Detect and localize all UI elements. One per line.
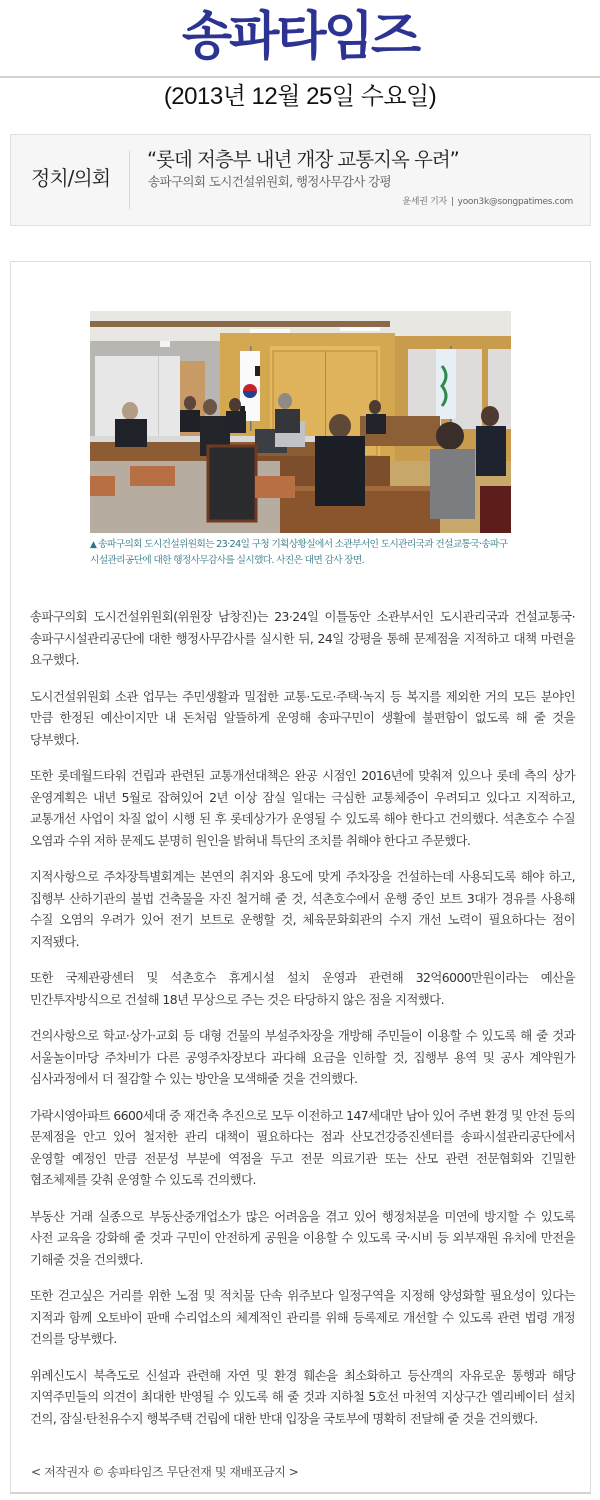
reporter-name: 윤세권 기자 xyxy=(402,197,447,207)
section-label[interactable]: 정치/의회 xyxy=(31,166,111,190)
masthead xyxy=(0,0,600,78)
article-photo xyxy=(90,311,511,533)
paragraph: 건의사항으로 학교·상가·교회 등 대형 건물의 부설주차장을 개방해 주민들이 이용할 수 있도록 해 줄 것과 서울놀이마당 주차비가 다른 공영주차장보다 과다해 요금을 인하할 것, 집행부 용역 및 공사 계약원가 심사과정에서 더 절감할 수 있는 방안을 모색해줄 것을 건의했다. xyxy=(30,1028,575,1086)
byline-separator: | xyxy=(450,197,454,207)
article-subheadline: 송파구의회 도시건설위원회, 행정사무감사 강평 xyxy=(148,174,391,189)
paragraph: 지적사항으로 주차장특별회계는 본연의 취지와 용도에 맞게 주차장을 건설하는데 사용되도록 해야 하고, 집행부 산하기관의 불법 건축물을 자진 철거해 줄 것, 석촌호수에서 운행 중인 보트 3대가 경유를 사용해 수질 오염의 우려가 있어 전기 보트로 운행할 것, 체육문화회관의 수지 개선 노력이 필요하다는 점이 지적됐다. xyxy=(30,869,575,949)
byline xyxy=(402,195,573,209)
paragraph: 부동산 거래 실종으로 부동산중개업소가 많은 어려움을 겪고 있어 행정처분을 미연에 방지할 수 있도록 사전 교육을 강화해 줄 것과 구민이 안전하게 공원을 이용할 수 있도록 국·시비 등 외부재원 유치에 만전을 기해줄 것을 건의했다. xyxy=(30,1208,575,1267)
paragraph: 가락시영아파트 6600세대 중 재건축 추진으로 모두 이전하고 147세대만 남아 있어 주변 환경 및 안전 등의 문제점을 안고 있어 철저한 관리 대책이 필요하다는 점과 산모건강증진센터를 송파시설관리공단에서 운영할 예정인 만큼 전문성 부분에 역점을 두고 전문 의료기관 또는 산모 관련 전문협회와 긴밀한 협조체제를 갖춰 운영할 수 있도록 건의했다. xyxy=(30,1107,575,1187)
paragraph: 도시건설위원회 소관 업무는 주민생활과 밀접한 교통·도로·주택·녹지 등 복지를 제외한 거의 모든 분야인 만큼 한정된 예산이지만 내 돈처럼 알뜰하게 운영해 송파구민이 생활에 불편함이 없도록 해 줄 것을 당부했다. xyxy=(30,688,575,747)
reporter-email[interactable]: yoon3k@songpatimes.com xyxy=(457,197,573,207)
article-body xyxy=(10,261,591,1494)
paragraph: 또한 걷고싶은 거리를 위한 노점 및 적치물 단속 위주보다 일정구역을 지정해 양성화할 필요성이 있다는 지적과 함께 오토바이 판매 수리업소의 체계적인 관리를 위해 등록제로 개선할 수 있도록 관련 법령 개정 건의를 당부했다. xyxy=(30,1288,575,1346)
photo-caption-text: 송파구의회 도시건설위원회는 23·24일 구청 기획상황실에서 소관부서인 도시관리국과 건설교통국·송파구시설관리공단에 대한 행정사무감사를 실시했다. 사진은 대면 감사 장면. xyxy=(90,539,508,566)
triangle-up-icon: ▲ xyxy=(90,540,97,550)
article-text xyxy=(30,606,575,1444)
paragraph: 또한 롯데월드타워 건립과 관련된 교통개선대책은 완공 시점인 2016년에 맞춰져 있으나 롯데 측의 상가 운영계획은 내년 5월로 잡혀있어 2년 이상 잠실 일대는 극심한 교통체증이 우려되고 있다고 지적하고, 교통개선 사업이 차질 없이 시행 된 후 롯데상가가 운영될 수 있도록 해야 한다고 건의했다. 석촌호수 수질 오염과 수위 저하 문제도 분명히 원인을 밝혀내 특단의 조치를 취해야 한다고 주문했다. xyxy=(30,768,575,848)
paragraph: 위례신도시 북측도로 신설과 관련해 자연 및 환경 훼손을 최소화하고 등산객의 자유로운 통행과 해당 지역주민들의 의견이 최대한 반영될 수 있도록 해 줄 것과 지하철 5호선 마천역 지상구간 엘리베이터 설치 건의, 잠실·탄천유수지 행복주택 건립에 대한 반대 입장을 국토부에 명확히 전달해 줄 것을 건의했다. xyxy=(30,1367,575,1426)
issue-date: (2013년 12월 25일 수요일) xyxy=(163,83,437,110)
site-logo[interactable]: 송파타임즈 xyxy=(181,7,419,67)
article-headline: “롯데 저층부 내년 개장 교통지옥 우려” xyxy=(147,148,459,171)
meeting-room-photo-icon xyxy=(90,311,511,533)
copyright-notice: < 저작권자 © 송파타임즈 무단전재 및 재배포금지 > xyxy=(31,1465,299,1479)
header-divider xyxy=(129,151,130,209)
paragraph: 또한 국제관광센터 및 석촌호수 휴게시설 설치 운영과 관련해 32억6000만원이라는 예산을 민간투자방식으로 건설해 18년 무상으로 주는 것은 타당하지 않은 점을 지적했다. xyxy=(30,970,575,1007)
paragraph: 송파구의회 도시건설위원회(위원장 남창진)는 23·24일 이틀동안 소관부서인 도시관리국과 건설교통국·송파구시설관리공단에 대한 행정사무감사를 실시한 뒤, 24일 강평을 통해 문제점을 지적하고 대책 마련을 요구했다. xyxy=(30,609,575,667)
photo-caption xyxy=(90,537,514,569)
article-header xyxy=(10,134,591,226)
